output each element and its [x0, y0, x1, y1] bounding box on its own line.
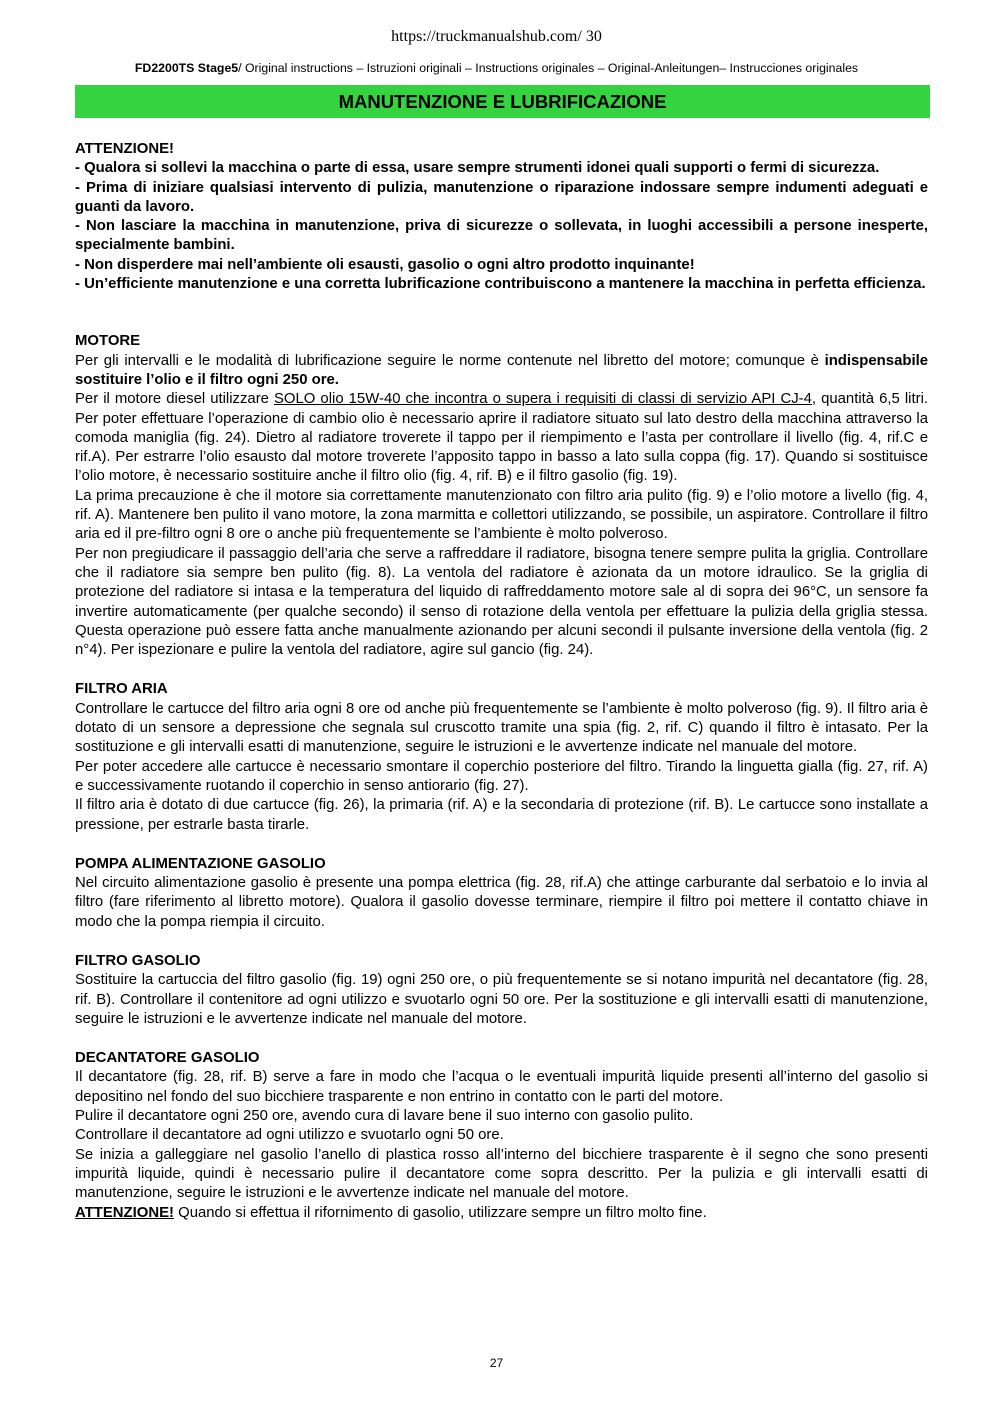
- paragraph: [75, 390, 928, 486]
- section-heading-filtro-gasolio: FILTRO GASOLIO: [75, 952, 201, 969]
- warning-item: - Un’efficiente manutenzione e una corretta lubrificazione contribuiscono a mantenere la macchina in perfetta efficienza.: [75, 276, 926, 293]
- document-subtitle: / Original instructions – Istruzioni originali – Instructions originales – Original-Anleitungen– Instrucciones originales: [238, 61, 859, 75]
- section-heading-pompa: POMPA ALIMENTAZIONE GASOLIO: [75, 855, 326, 872]
- paragraph: Se inizia a galleggiare nel gasolio l’anello di plastica rosso all’interno del bicchiere trasparente è il segno che sono presenti impurità liquide, quindi è necessario pulire il decantatore come sopra descritto. Per la pulizia e gli intervalli esatti di manutenzione, seguire le istruzioni e le avvertenze indicate nel manuale del motore.: [75, 1146, 928, 1202]
- warning-item: - Qualora si sollevi la macchina o parte di essa, usare sempre strumenti idonei quali supporti o fermi di sicurezza.: [75, 160, 880, 177]
- oil-spec-underlined: SOLO olio 15W-40 che incontra o supera i requisiti di classi di servizio API CJ-4: [274, 391, 812, 408]
- paragraph: Nel circuito alimentazione gasolio è presente una pompa elettrica (fig. 28, rif.A) che attinge carburante dal serbatoio e lo invia al filtro (fare riferimento al libretto motore). Qualora il gasolio dovesse terminare, riempire il filtro poi mettere il contatto chiave in modo che la pompa riempia il circuito.: [75, 875, 928, 930]
- warning-item: - Non lasciare la macchina in manutenzione, priva di sicurezze o sollevata, in luoghi accessibili a persone inesperte, specialmente bambini.: [75, 218, 928, 254]
- model-name: FD2200TS Stage5: [134, 61, 239, 75]
- paragraph: [75, 1204, 928, 1223]
- paragraph: Pulire il decantatore ogni 250 ore, avendo cura di lavare bene il suo interno con gasolio pulito.: [75, 1108, 694, 1125]
- paragraph: [75, 352, 928, 391]
- paragraph-text: Quando si effettua il rifornimento di gasolio, utilizzare sempre un filtro molto fine.: [173, 1204, 707, 1221]
- section-heading-motore: MOTORE: [75, 333, 141, 350]
- paragraph: Per poter accedere alle cartucce è necessario smontare il coperchio posteriore del filtro. Tirando la linguetta gialla (fig. 27, rif. A) e successivamente ruotando il coperchio in senso antiorario (fig. 27).: [75, 758, 928, 794]
- warning-item: - Prima di iniziare qualsiasi intervento di pulizia, manutenzione o riparazione indossare sempre indumenti adeguati e guanti da lavoro.: [75, 179, 928, 215]
- paragraph: Il filtro aria è dotato di due cartucce (fig. 26), la primaria (rif. A) e la secondaria di protezione (rif. B). Le cartucce sono installate a pressione, per estrarle basta tirarle.: [75, 797, 928, 833]
- paragraph: Per non pregiudicare il passaggio dell’aria che serve a raffreddare il radiatore, bisogna tenere sempre pulita la griglia. Controllare che il radiatore sia sempre ben pulito (fig. 8). La ventola del radiatore è azionata da un motore idraulico. Se la griglia di protezione del radiatore si intasa e la temperatura del liquido di raffreddamento motore sale al di sopra dei 96°C, un sensore fa invertire automaticamente (per qualche secondo) il senso di rotazione della ventola per effettuare la pulizia della griglia stessa. Questa operazione può essere fatta anche manualmente azionando per alcuni secondi il pulsante inversione della ventola (fig. 2 n°4). Per ispezionare e pulire la ventola del radiatore, agire sul gancio (fig. 24).: [75, 545, 928, 659]
- page-content: [75, 140, 928, 1223]
- paragraph: Controllare il decantatore ad ogni utilizzo e svuotarlo ogni 50 ore.: [75, 1127, 504, 1144]
- paragraph: Controllare le cartucce del filtro aria ogni 8 ore od anche più frequentemente se l’ambiente è molto polveroso (fig. 9). Il filtro aria è dotato di un sensore a depressione che segnala sul cruscotto tramite una spia (fig. 2, rif. C) quando il filtro è intasato. Per la sostituzione e gli intervalli esatti di manutenzione, seguire le istruzioni e le avvertenze indicate nel manuale del motore.: [75, 700, 928, 756]
- paragraph-text: Per gli intervalli e le modalità di lubrificazione seguire le norme contenute nel libretto del motore; comunque è: [75, 352, 825, 369]
- paragraph-text: Per il motore diesel utilizzare: [75, 391, 274, 408]
- warning-label: ATTENZIONE!: [75, 1204, 174, 1221]
- warning-item: - Non disperdere mai nell’ambiente oli esausti, gasolio o ogni altro prodotto inquinante!: [75, 256, 695, 273]
- source-url: https://truckmanualshub.com/ 30: [391, 28, 602, 45]
- document-header: [0, 61, 993, 75]
- paragraph: La prima precauzione è che il motore sia correttamente manutenzionato con filtro aria pulito (fig. 9) e l’olio motore a livello (fig. 4, rif. A). Mantenere ben pulito il vano motore, la zona marmitta e collettori utilizzando, se possibile, un aspiratore. Controllare il filtro aria ed il pre-filtro ogni 8 ore o anche più frequentemente se l’ambiente è molto polveroso.: [75, 487, 928, 543]
- section-heading-decantatore: DECANTATORE GASOLIO: [75, 1050, 260, 1067]
- paragraph: Il decantatore (fig. 28, rif. B) serve a fare in modo che l’acqua o le eventuali impurità liquide presenti all’interno del gasolio si depositino nel fondo del suo bicchiere trasparente e non entrino in contatto con le parti del motore.: [75, 1069, 928, 1105]
- section-heading-filtro-aria: FILTRO ARIA: [75, 681, 168, 698]
- paragraph: Sostituire la cartuccia del filtro gasolio (fig. 19) ogni 250 ore, o più frequentemente se si notano impurità nel decantatore (fig. 28, rif. B). Controllare il contenitore ad ogni utilizzo e svuotarlo ogni 50 ore. Per la sostituzione e gli intervalli esatti di manutenzione, seguire le istruzioni e le avvertenze indicate nel manuale del motore.: [75, 972, 928, 1027]
- section-banner: MANUTENZIONE E LUBRIFICAZIONE: [75, 85, 930, 118]
- warning-title: ATTENZIONE!: [75, 141, 174, 157]
- paragraph-text: , quantità 6,5 litri. Per poter effettuare l’operazione di cambio olio è necessario aprire il radiatore situato sul lato destro della macchina attraverso la comoda maniglia (fig. 24). Dietro al radiatore troverete il tappo per il riempimento e l’asta per controllare il livello (fig. 4, rif.C e rif.A). Per estrarre l’olio esausto dal motore troverete l’apposito tappo in basso a lato sulla coppa (fig. 17). Quando si sostituisce l’olio motore, è necessario sostituire anche il filtro olio (fig. 4, rif. B) e il filtro gasolio (fig. 19).: [75, 391, 929, 485]
- page-number: 27: [489, 1356, 504, 1370]
- paragraph-emphasis: indispensabile sostituire l’olio e il filtro ogni 250 ore.: [75, 352, 928, 388]
